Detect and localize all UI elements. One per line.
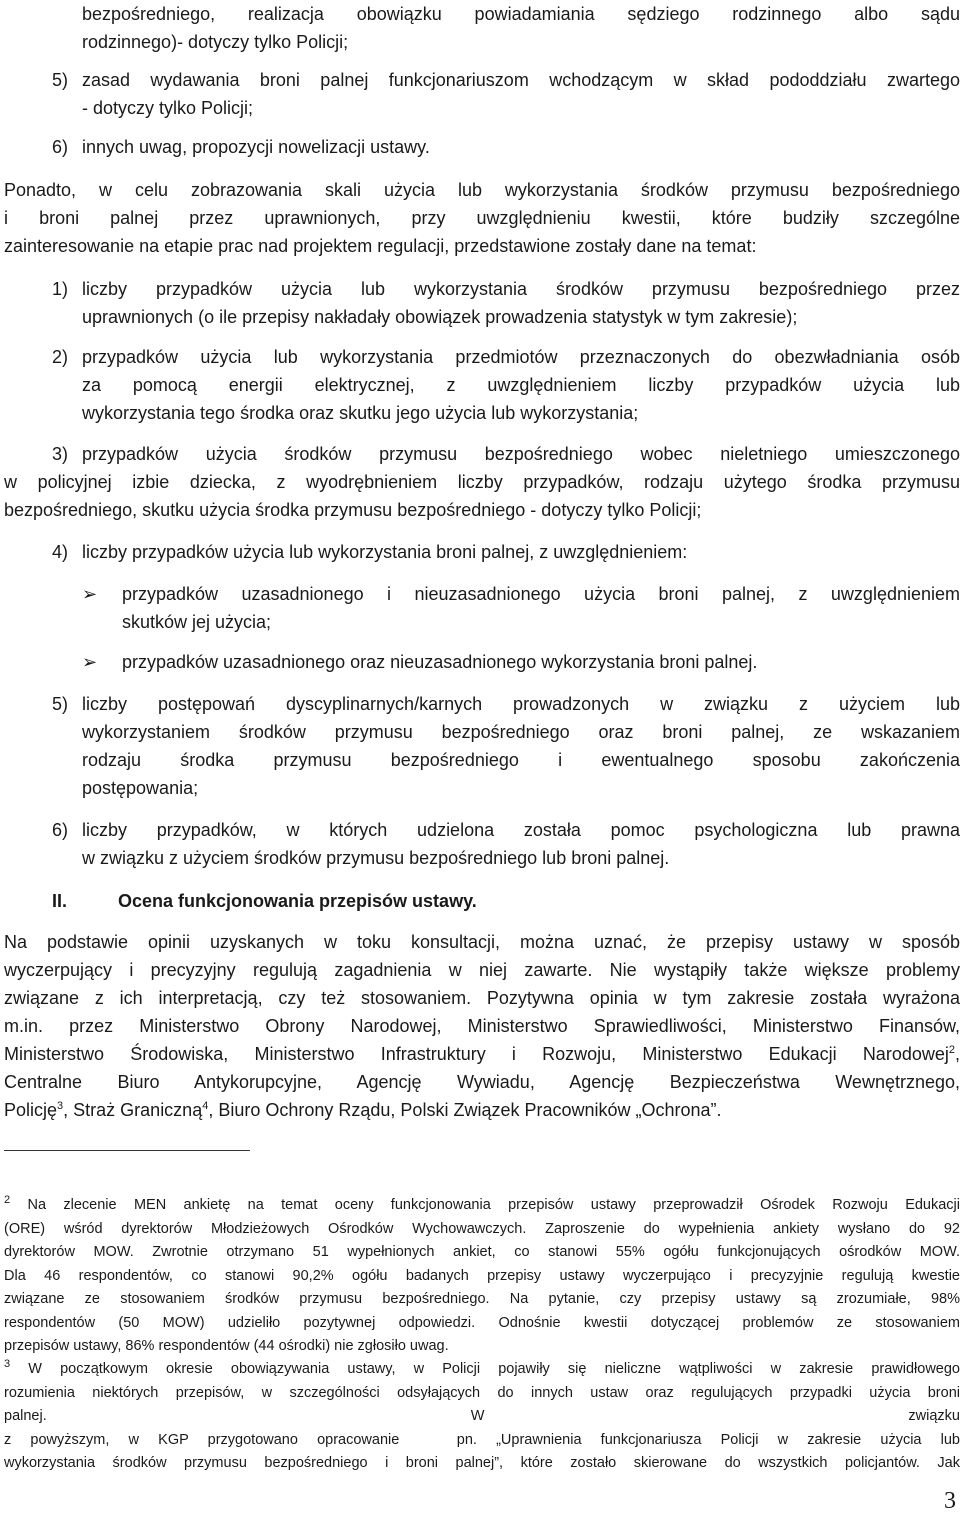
list-item	[82, 343, 960, 427]
list-number: 6)	[52, 820, 69, 840]
list-item	[4, 440, 960, 524]
text-line: bezpośredniego, skutku użycia środka przymusu bezpośredniego - dotyczy tylko Policji;	[4, 500, 702, 520]
top-continuation	[82, 0, 960, 56]
list-item	[82, 816, 960, 872]
text-run: , Straż Graniczną	[63, 1100, 203, 1120]
arrow-bullet-icon: ➢	[82, 652, 98, 672]
text-line: wykorzystaniem środków przymusu bezpośredniego oraz broni palnej, ze wskazaniem	[82, 722, 960, 742]
footnote-mark: 3	[4, 1358, 11, 1371]
text-line: w policyjnej izbie dziecka, z wyodrębnieniem liczby przypadków, rodzaju użytego środka przymusu	[4, 472, 960, 492]
text-line: z powyższym, w KGP przygotowano opracowanie pn. „Uprawnienia funkcjonariusza Policji w zakresie użycia lub	[4, 1431, 960, 1448]
text-run: , Biuro Ochrony Rządu, Polski Związek Pracowników „Ochrona”.	[208, 1100, 722, 1120]
text-line: przypadków uzasadnionego i nieuzasadnionego użycia broni palnej, z uwzględnieniem	[122, 584, 960, 604]
text-line	[4, 1194, 960, 1218]
list-number: 3)	[52, 444, 69, 464]
list-item	[82, 66, 960, 122]
text-line: respondentów (50 MOW) udzieliło pozytywnej odpowiedzi. Odnośnie kwestii dotyczącej problemów ze stosowaniem	[4, 1314, 960, 1331]
text-line: liczby przypadków użycia lub wykorzystania środków przymusu bezpośredniego przez	[82, 279, 960, 299]
text-line: liczby przypadków użycia lub wykorzystania broni palnej, z uwzględnieniem:	[82, 542, 688, 562]
text-line: rodzinnego)- dotyczy tylko Policji;	[82, 32, 349, 52]
text-run: Na zlecenie MEN ankietę na temat oceny funkcjonowania przepisów ustawy przeprowadził Ośrodek Rozwoju Edukacji	[10, 1197, 960, 1213]
list-number: 4)	[52, 542, 69, 562]
text-line: rozumienia niektórych przepisów, w szczególności odsyłających do innych ustaw oraz regulujących przypadki użycia broni	[4, 1384, 960, 1401]
list-number: 5)	[52, 694, 69, 714]
text-run: Ministerstwo Środowiska, Ministerstwo Infrastruktury i Rozwoju, Ministerstwo Edukacji Narodowej	[4, 1044, 949, 1064]
footnote-ref: 3	[57, 1100, 64, 1112]
text-line: przypadków użycia środków przymusu bezpośredniego wobec nieletniego umieszczonego	[82, 444, 960, 464]
text-line: przypadków uzasadnionego oraz nieuzasadnionego wykorzystania broni palnej.	[122, 652, 758, 672]
text-line: za pomocą energii elektrycznej, z uwzględnieniem liczby przypadków użycia lub	[82, 375, 960, 395]
text-line: związane z ich interpretacją, czy też stosowaniem. Pozytywna opinia w tym zakresie została wyrażona	[4, 988, 960, 1008]
list-number: 6)	[52, 137, 69, 157]
footnote-mark: 2	[4, 1194, 11, 1207]
text-line: rodzaju środka przymusu bezpośredniego i ewentualnego sposobu zakończenia	[82, 750, 960, 770]
text-line: Ponadto, w celu zobrazowania skali użycia lub wykorzystania środków przymusu bezpośredniego	[4, 180, 960, 200]
document-page	[4, 0, 960, 1515]
text-line: przypadków użycia lub wykorzystania przedmiotów przeznaczonych do obezwładniania osób	[82, 347, 960, 367]
text-line: bezpośredniego, realizacja obowiązku powiadamiania sędziego rodzinnego albo sądu	[82, 4, 960, 24]
bullet-item	[122, 648, 960, 676]
text-line: skutków jej użycia;	[122, 612, 272, 632]
text-line: przepisów ustawy, 86% respondentów (44 ośrodki) nie zgłosiło uwag.	[4, 1338, 449, 1354]
footnote-ref: 4	[202, 1100, 209, 1112]
text-run: ,	[954, 1044, 960, 1064]
list-number: 1)	[52, 279, 69, 299]
text-line: palnej. W związku	[4, 1408, 960, 1424]
text-line: wykorzystania tego środka oraz skutku jego użycia lub wykorzystania;	[82, 403, 639, 423]
footnote-separator	[4, 1150, 250, 1151]
text-line: Dla 46 respondentów, co stanowi 90,2% ogółu badanych przepisy ustawy wyczerpująco i precyzyjnie regulują kwestie	[4, 1267, 960, 1284]
text-line: liczby przypadków, w których udzielona została pomoc psychologiczna lub prawna	[82, 820, 960, 840]
text-line: i broni palnej przez uprawnionych, przy uwzględnieniu kwestii, które budziły szczególne	[4, 208, 960, 228]
list-number: 5)	[52, 70, 69, 90]
bullet-item	[122, 580, 960, 636]
text-line: w związku z użyciem środków przymusu bezpośredniego lub broni palnej.	[82, 848, 670, 868]
text-line: m.in. przez Ministerstwo Obrony Narodowej, Ministerstwo Sprawiedliwości, Ministerstwo Finansów,	[4, 1016, 960, 1036]
text-line: Na podstawie opinii uzyskanych w toku konsultacji, można uznać, że przepisy ustawy w sposób	[4, 932, 960, 952]
section-title: Ocena funkcjonowania przepisów ustawy.	[118, 891, 477, 911]
footnote-ref: 2	[948, 1044, 955, 1056]
text-line: związane ze stosowaniem środków przymusu bezpośredniego. Na pytanie, czy przepisy ustawy są zrozumiałe, 98%	[4, 1291, 960, 1307]
list-item	[82, 538, 960, 566]
text-line: uprawnionych (o ile przepisy nakładały obowiązek prowadzenia statystyk w tym zakresie);	[82, 307, 798, 327]
text-line: (ORE) wśród dyrektorów Młodzieżowych Ośrodków Wychowawczych. Zaproszenie do wypełnienia ankiety wysłano do 92	[4, 1220, 960, 1237]
arrow-bullet-icon: ➢	[82, 584, 98, 604]
footnote-3	[4, 1358, 960, 1476]
text-line: Centralne Biuro Antykorupcyjne, Agencję Wywiadu, Agencję Bezpieczeństwa Wewnętrznego,	[4, 1072, 960, 1092]
text-line: dyrektorów MOW. Zwrotnie otrzymano 51 wypełnionych ankiet, co stanowi 55% ogółu funkcjonujących ośrodków MOW.	[4, 1244, 960, 1260]
text-run: W początkowym okresie obowiązywania ustawy, w Policji pojawiły się nieliczne wątpliwości w zakresie prawidłowego	[10, 1361, 960, 1377]
list-item	[82, 690, 960, 802]
text-line: zasad wydawania broni palnej funkcjonariuszom wchodzącym w skład pododdziału zwartego	[82, 70, 960, 90]
footnote-2	[4, 1194, 960, 1359]
text-line: wykorzystania środków przymusu bezpośredniego i broni palnej”, które zostało skierowane do wszystkich policjantów. Jak	[4, 1455, 960, 1471]
text-line: zainteresowanie na etapie prac nad projektem regulacji, przedstawione zostały dane na temat:	[4, 236, 757, 256]
text-line	[4, 1096, 960, 1124]
text-line: postępowania;	[82, 778, 199, 798]
list-number: 2)	[52, 347, 69, 367]
page-number: 3	[944, 1488, 956, 1514]
text-line	[4, 1358, 960, 1382]
intro-paragraph	[4, 176, 960, 260]
list-item	[82, 133, 960, 161]
text-line: liczby postępowań dyscyplinarnych/karnych prowadzonych w związku z użyciem lub	[82, 694, 960, 714]
text-line: wyczerpujący i precyzyjny regulują zagadnienia w niej zawarte. Nie wystąpiły także większe problemy	[4, 960, 960, 980]
section-number: II.	[52, 891, 68, 911]
text-line: innych uwag, propozycji nowelizacji ustawy.	[82, 137, 430, 157]
body-paragraph	[4, 928, 960, 1124]
text-line: - dotyczy tylko Policji;	[82, 98, 254, 118]
text-run: Policję	[4, 1100, 58, 1120]
list-item	[82, 275, 960, 331]
text-line	[4, 1040, 960, 1068]
